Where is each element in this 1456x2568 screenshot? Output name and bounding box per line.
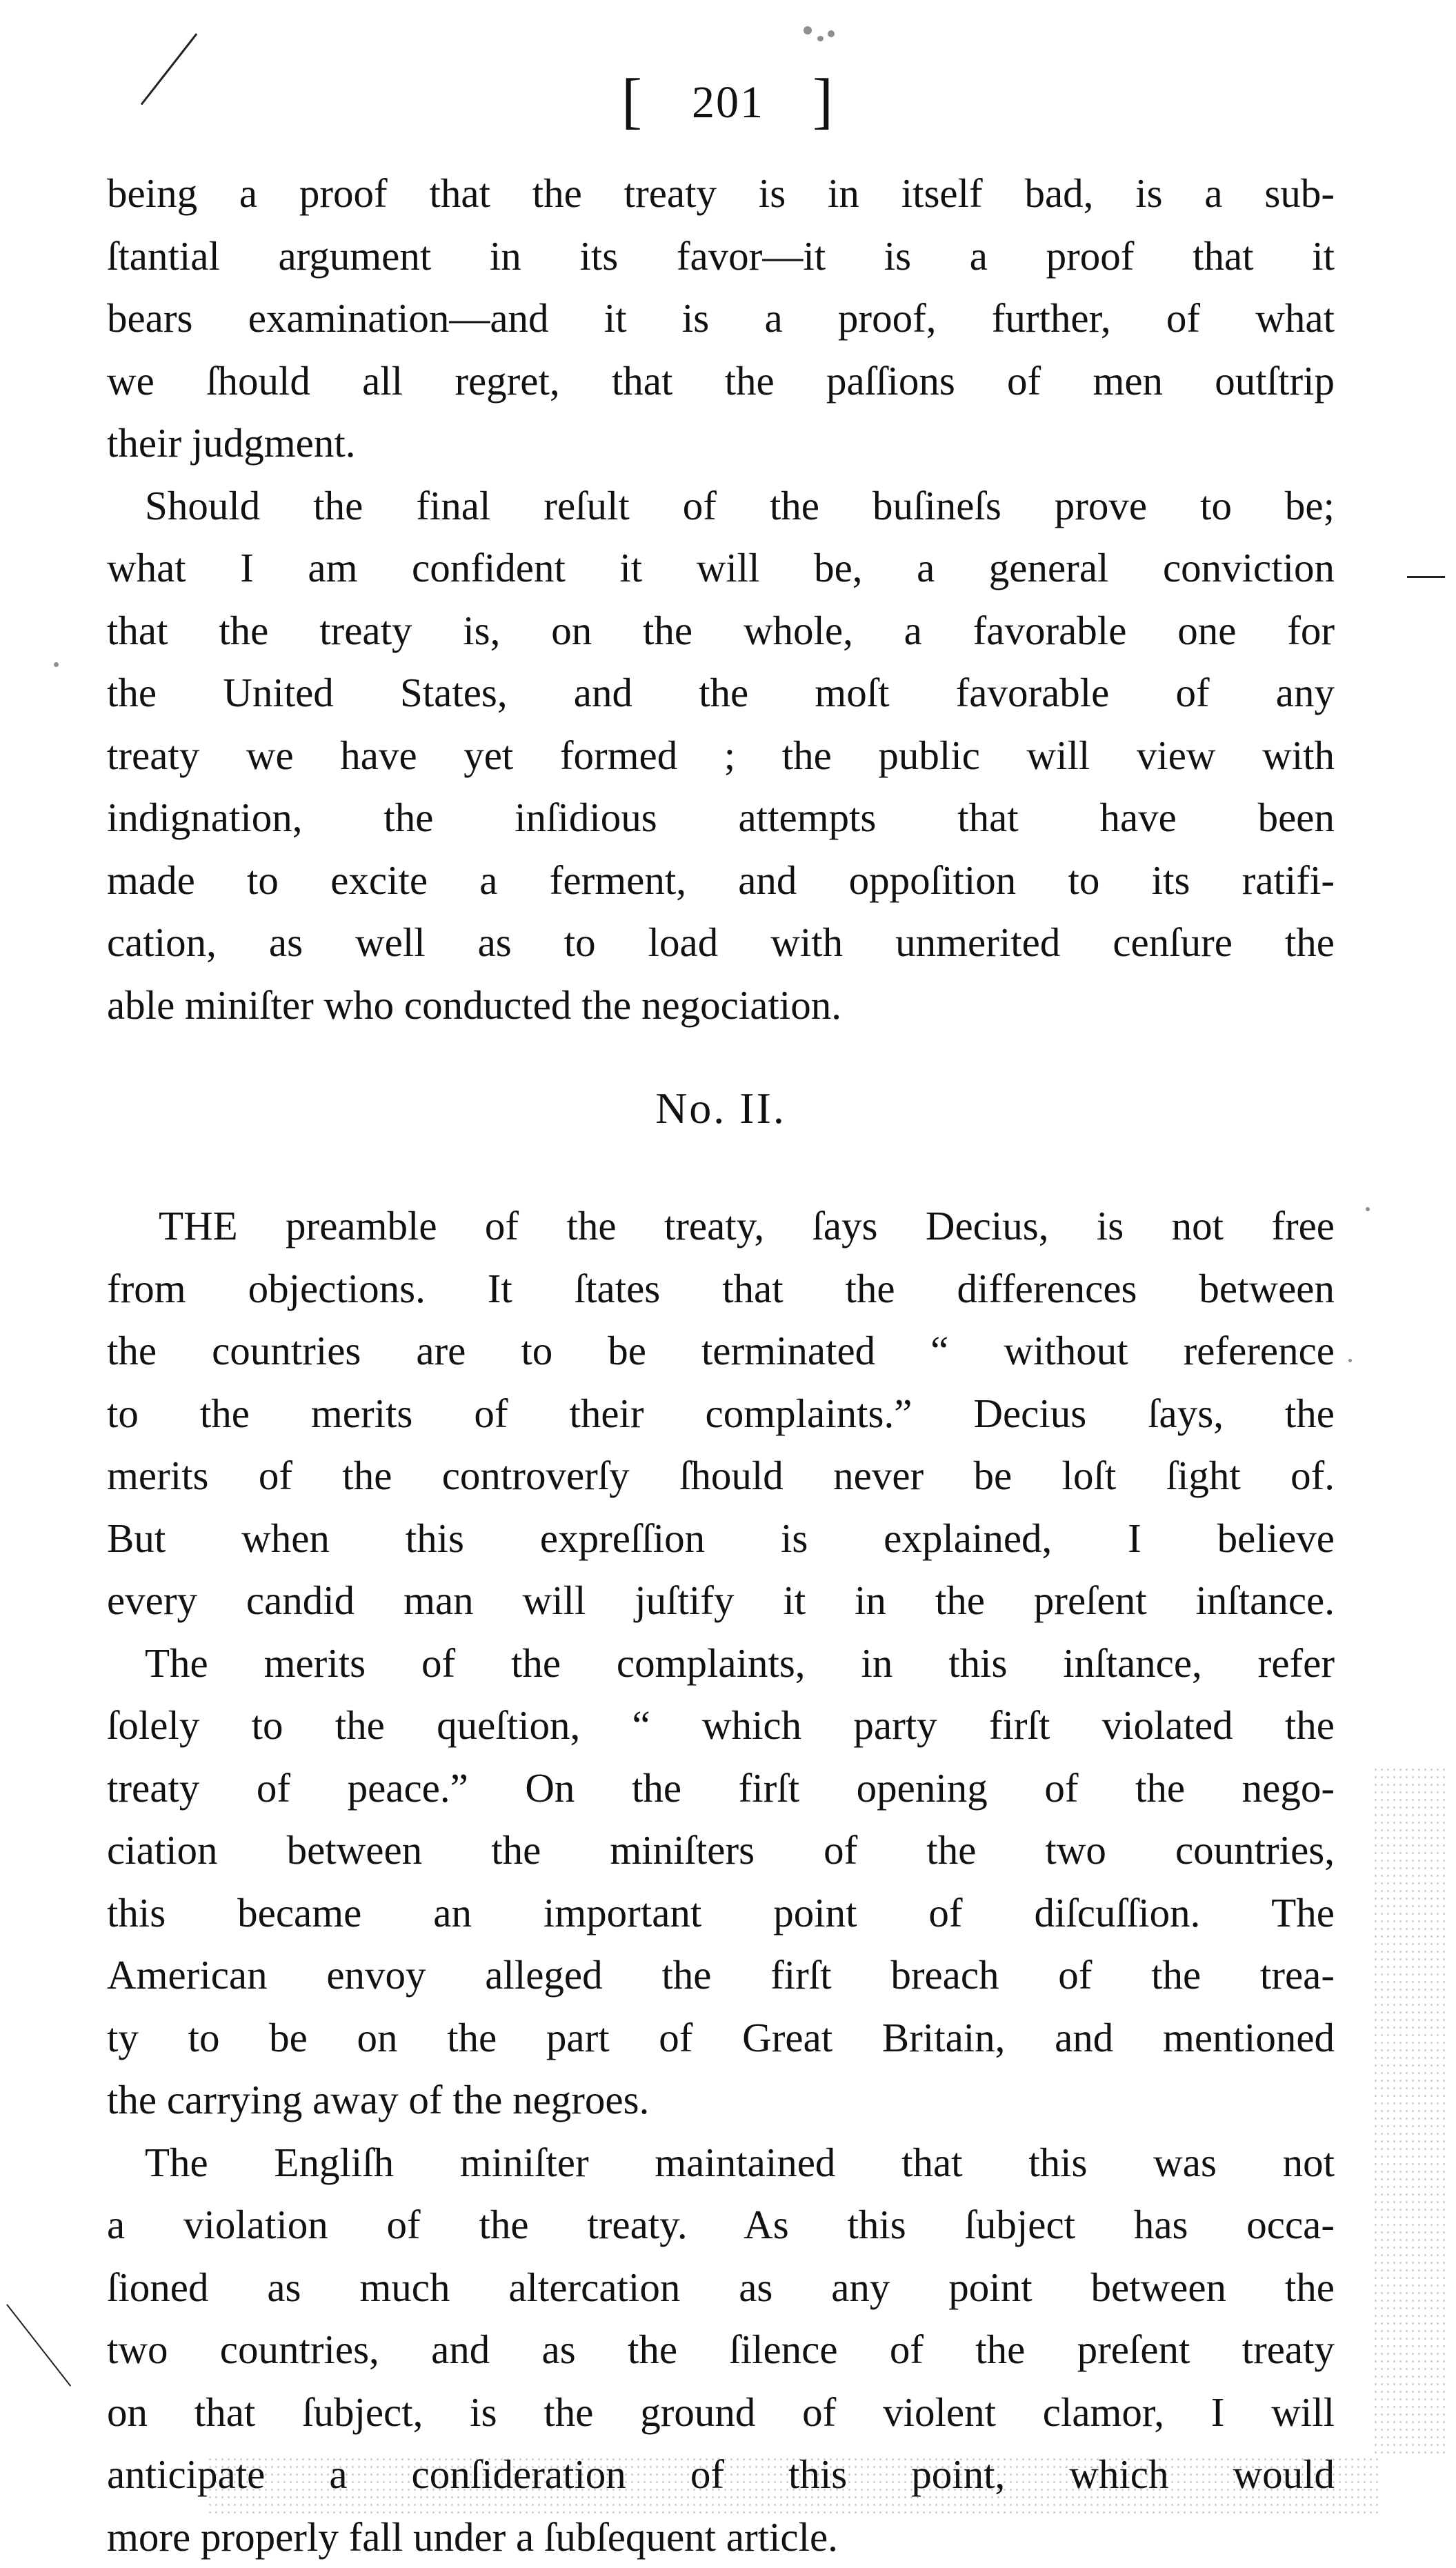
text-line: The merits of the complaints, in this inſtance, refer (107, 1632, 1335, 1695)
text-line: The Engliſh miniſter maintained that this was not (107, 2131, 1335, 2194)
text-line: But when this expreſſion is explained, I believe (107, 1507, 1335, 1570)
text-line: made to excite a ferment, and oppoſition to its ratifi- (107, 849, 1335, 912)
text-line: treaty we have yet formed ; the public will view with (107, 724, 1335, 787)
paragraph (107, 1195, 1335, 1632)
paragraph (107, 162, 1335, 475)
text-line: ſolely to the queſtion, “ which party firſt violated the (107, 1694, 1335, 1757)
text-line: their judgment. (107, 412, 1335, 475)
text-line: being a proof that the treaty is in itself bad, is a sub- (107, 162, 1335, 225)
pen-mark-bottom-left (6, 2304, 71, 2386)
text-line: on that ſubject, is the ground of violent clamor, I will (107, 2381, 1335, 2444)
text-line: American envoy alleged the firſt breach of the trea- (107, 1944, 1335, 2007)
page-body (107, 162, 1335, 2568)
text-line: treaty of peace.” On the firſt opening of the nego- (107, 1757, 1335, 1820)
section-heading: No. II. (107, 1077, 1335, 1139)
text-line: ty to be on the part of Great Britain, and mentioned (107, 2007, 1335, 2069)
text-line: we ſhould all regret, that the paſſions of men outſtrip (107, 350, 1335, 412)
left-bracket: [ (621, 67, 644, 135)
text-line: the United States, and the moſt favorable of any (107, 661, 1335, 724)
text-line: from objections. It ſtates that the differences between (107, 1257, 1335, 1320)
text-line: able miniſter who conducted the negociation. (107, 974, 1335, 1037)
paragraph (107, 475, 1335, 1037)
text-line: Should the final reſult of the buſineſs prove to be; (107, 475, 1335, 537)
text-line: what I am confident it will be, a general conviction (107, 537, 1335, 599)
text-line: more properly fall under a ſubſequent article. (107, 2506, 1335, 2568)
speck (1366, 1207, 1370, 1211)
text-line: cation, as well as to load with unmerited cenſure the (107, 911, 1335, 974)
text-line: that the treaty is, on the whole, a favorable one for (107, 599, 1335, 662)
text-line: this became an important point of diſcuſſion. The (107, 1882, 1335, 1944)
speck (828, 30, 835, 37)
text-line: the countries are to be terminated “ without reference (107, 1320, 1335, 1382)
text-line: ſioned as much altercation as any point between the (107, 2256, 1335, 2319)
text-line: every candid man will juſtify it in the preſent inſtance. (107, 1569, 1335, 1632)
text-line: bears examination—and it is a proof, further, of what (107, 287, 1335, 350)
text-line: merits of the controverſy ſhould never be loſt ſight of. (107, 1444, 1335, 1507)
text-line: the carrying away of the negroes. (107, 2069, 1335, 2131)
paragraph (107, 1632, 1335, 2131)
page-header (0, 66, 1456, 137)
margin-dash-right (1407, 576, 1445, 578)
speck (1348, 1359, 1352, 1362)
speck (804, 26, 812, 34)
text-line: indignation, the inſidious attempts that have been (107, 786, 1335, 849)
text-line: ciation between the miniſters of the two countries, (107, 1819, 1335, 1882)
speck (817, 36, 824, 41)
speck (54, 662, 59, 667)
paragraph (107, 2131, 1335, 2568)
scan-noise-right (1373, 1766, 1448, 2456)
text-line: ſtantial argument in its favor—it is a proof that it (107, 225, 1335, 288)
text-line: THE preamble of the treaty, ſays Decius, is not free (107, 1195, 1335, 1257)
text-line: a violation of the treaty. As this ſubject has occa- (107, 2193, 1335, 2256)
right-bracket: ] (812, 67, 835, 135)
text-line: to the merits of their complaints.” Decius ſays, the (107, 1382, 1335, 1445)
text-line: two countries, and as the ſilence of the preſent treaty (107, 2318, 1335, 2381)
page-number: 201 (692, 77, 764, 128)
text-line: anticipate a conſideration of this point, which would (107, 2443, 1335, 2506)
